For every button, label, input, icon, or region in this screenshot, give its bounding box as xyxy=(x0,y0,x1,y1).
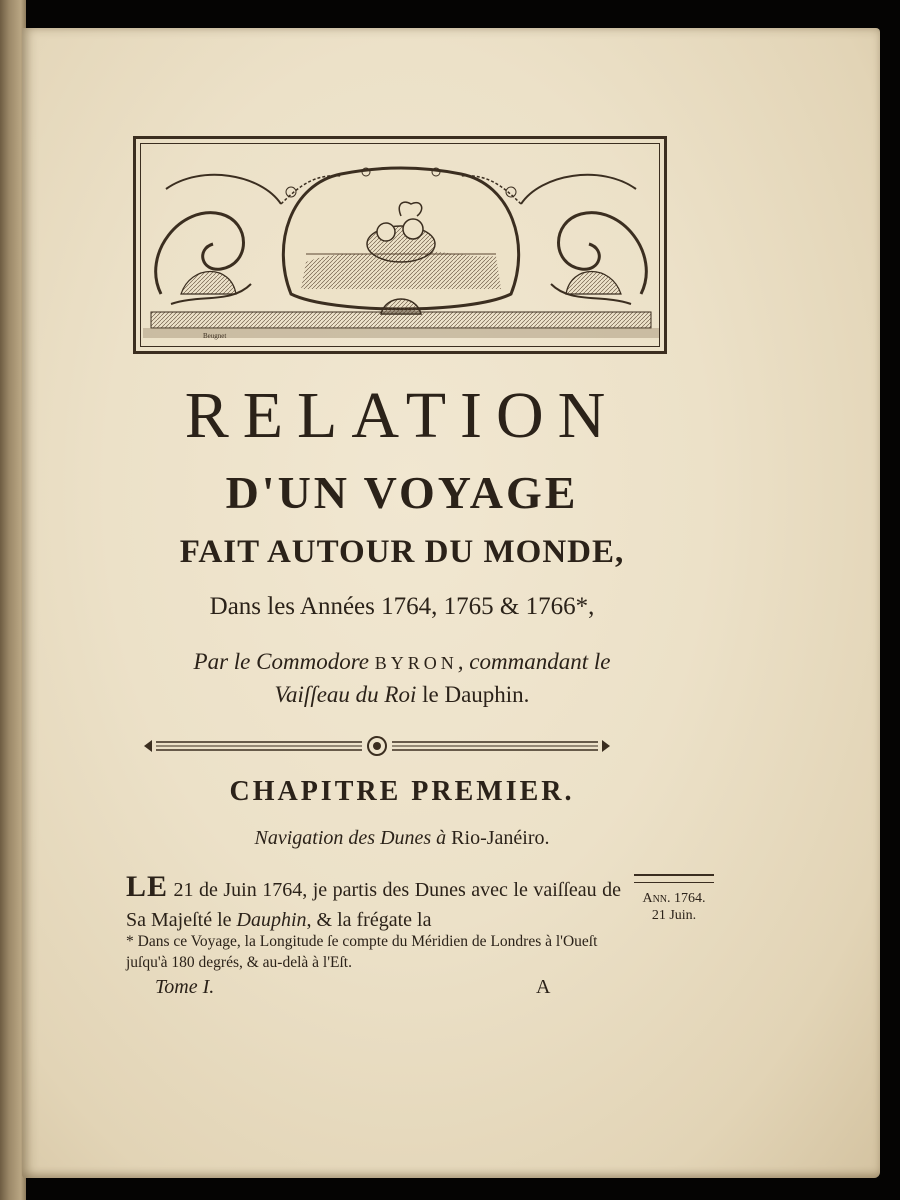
book-page xyxy=(22,28,880,1178)
title-dates: Dans les Années 1764, 1765 & 1766*, xyxy=(209,593,595,620)
marginal-note xyxy=(622,890,726,924)
subtitle-italic: Navigation des Dunes à xyxy=(254,827,452,849)
author-name: BYRON xyxy=(374,653,458,673)
ship-name-dauphin: Dauphin xyxy=(236,909,307,931)
headpiece-engraving-image xyxy=(141,144,663,350)
engraver-signature: Beugnet xyxy=(203,332,227,340)
title-line-monde: FAIT AUTOUR DU MONDE, xyxy=(179,534,625,570)
ornamental-rule xyxy=(142,733,612,759)
byline-ship-roman: le Dauphin. xyxy=(416,682,530,707)
author-byline xyxy=(82,646,722,711)
engraved-headpiece-ornament xyxy=(133,136,667,354)
byline-prefix: Par le Commodore xyxy=(193,649,375,674)
volume-label: Tome I. xyxy=(155,976,215,998)
title-line-voyage: D'UN VOYAGE xyxy=(225,467,579,518)
body-text-part1: 21 de Juin 1764, je partis des Dunes avec le vaiſſeau de Sa Majeſté le xyxy=(126,879,621,931)
chapter-heading: CHAPITRE PREMIER. xyxy=(229,776,575,807)
signature-mark: A xyxy=(536,976,551,998)
initial-letters: LE xyxy=(126,870,169,903)
byline-mid: , commandant le xyxy=(457,649,611,674)
body-text-part2: , & la frégate la xyxy=(306,909,432,931)
subtitle-place: Rio-Janéiro. xyxy=(451,827,550,849)
margin-rule xyxy=(634,874,714,883)
margin-date: 21 Juin. xyxy=(651,908,697,923)
margin-year: Ann. 1764. xyxy=(642,891,706,906)
byline-ship-italic: Vaiſſeau du Roi xyxy=(274,682,417,707)
title-line-relation: RELATION xyxy=(184,379,620,452)
chapter-subtitle xyxy=(82,828,722,848)
body-paragraph xyxy=(126,872,621,935)
footnote: * Dans ce Voyage, la Longitude ſe compte du Méridien de Londres à l'Oueſt juſqu'à 180 degrés, & au-delà à l'Eſt. xyxy=(126,933,598,971)
